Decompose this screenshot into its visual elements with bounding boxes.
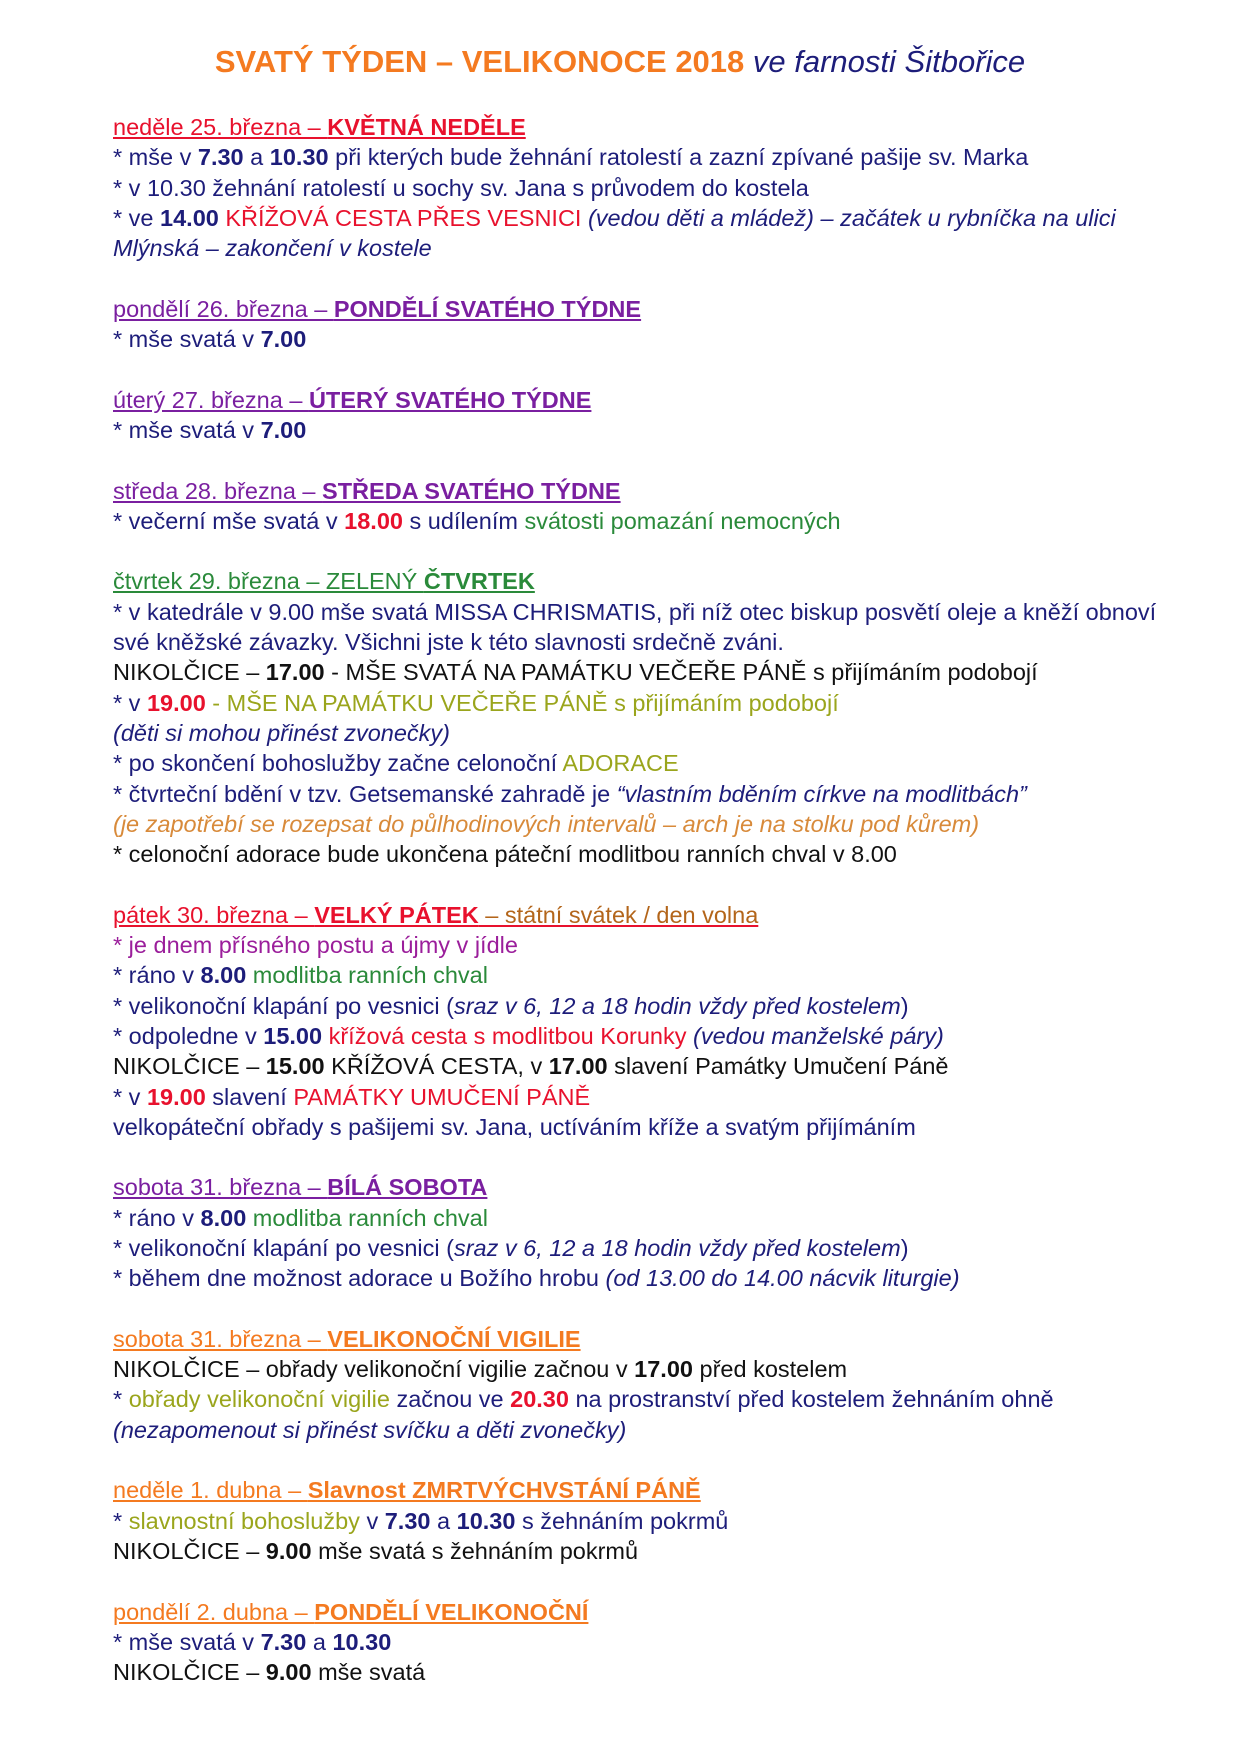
text-segment: 8.00 — [200, 962, 247, 989]
schedule-line — [113, 688, 1173, 718]
text-segment: (od 13.00 do 14.00 nácvik liturgie) — [605, 1265, 960, 1292]
schedule-line — [113, 1051, 1173, 1081]
schedule-line — [113, 1627, 1173, 1657]
schedule-content — [113, 112, 1173, 1718]
schedule-line — [113, 839, 1173, 869]
text-segment: * ráno v — [113, 962, 201, 989]
text-segment: 8.00 — [200, 1204, 247, 1231]
text-segment: 9.00 — [265, 1537, 312, 1564]
text-segment: ) — [900, 992, 909, 1019]
schedule-line — [113, 1021, 1173, 1051]
text-segment: KŘÍŽOVÁ CESTA, v — [324, 1053, 549, 1080]
text-segment: (vedou děti a mládež) – začátek u rybníčka na ulici Mlýnská – zakončení v kostele — [113, 204, 1116, 262]
text-segment: VELIKONOČNÍ VIGILIE — [327, 1325, 581, 1352]
text-segment: * — [113, 1507, 129, 1534]
text-segment: NIKOLČICE – — [113, 1053, 266, 1080]
text-segment: * — [113, 1386, 129, 1413]
text-segment: * ve — [113, 204, 161, 231]
text-segment: * odpoledne v — [113, 1022, 264, 1049]
day-header — [113, 385, 591, 415]
text-segment: sobota 31. března – — [113, 1174, 328, 1201]
text-segment: sobota 31. března – — [113, 1325, 328, 1352]
text-segment: (vedou manželské páry) — [686, 1022, 944, 1049]
day-section — [113, 900, 1173, 1142]
text-segment: pondělí 26. března – — [113, 295, 334, 322]
schedule-line — [113, 203, 1173, 264]
text-segment: * v katedrále v 9.00 mše svatá MISSA CHRISMATIS, při níž otec biskup posvětí oleje a kněží obnoví své kněžské závazky. Všichni jste k této slavnosti srdečně zváni. — [113, 598, 1157, 656]
day-header — [113, 476, 621, 506]
text-segment: VELKÝ PÁTEK — [314, 901, 479, 928]
text-segment: úterý 27. března – — [113, 386, 309, 413]
text-segment: 7.30 — [260, 1628, 307, 1655]
text-segment: mše svatá — [311, 1659, 426, 1686]
schedule-line — [113, 597, 1173, 658]
title-main: SVATÝ TÝDEN – VELIKONOCE 2018 — [214, 44, 745, 79]
text-segment: sraz v 6, 12 a 18 hodin vždy před kostelem — [453, 992, 901, 1019]
day-header — [113, 112, 526, 142]
text-segment: 7.00 — [260, 326, 307, 353]
text-segment: PONDĚLÍ VELIKONOČNÍ — [314, 1598, 589, 1625]
text-segment: * čtvrteční bdění v tzv. Getsemanské zahradě je — [113, 780, 617, 807]
text-segment: začnou ve — [389, 1386, 511, 1413]
day-section — [113, 385, 1173, 446]
text-segment: ČTVRTEK — [423, 568, 535, 595]
text-segment: 7.00 — [260, 416, 307, 443]
schedule-line — [113, 1203, 1173, 1233]
day-section — [113, 1475, 1173, 1566]
day-section — [113, 1597, 1173, 1688]
text-segment: * po skončení bohoslužby začne celonoční — [113, 750, 563, 777]
text-segment: (je zapotřebí se rozepsat do půlhodinových intervalů – arch je na stolku pod kůrem) — [113, 810, 980, 837]
text-segment: NIKOLČICE – — [113, 1537, 266, 1564]
text-segment: * večerní mše svatá v — [113, 507, 345, 534]
text-segment: svátosti pomazání nemocných — [524, 507, 841, 534]
text-segment: pondělí 2. dubna – — [113, 1598, 315, 1625]
day-header — [113, 900, 758, 930]
text-segment: Slavnost ZMRTVÝCHVSTÁNÍ PÁNĚ — [307, 1477, 701, 1504]
text-segment: 10.30 — [332, 1628, 392, 1655]
text-segment: s žehnáním pokrmů — [515, 1507, 729, 1534]
schedule-line — [113, 1506, 1173, 1536]
day-header — [113, 1475, 701, 1505]
text-segment: modlitba ranních chval — [246, 1204, 488, 1231]
text-segment: neděle 25. března – — [113, 114, 328, 140]
text-segment: a — [430, 1507, 457, 1534]
text-segment: * v — [113, 689, 147, 716]
text-segment: čtvrtek 29. března – ZELENÝ — [113, 568, 424, 595]
text-segment: 9.00 — [265, 1659, 312, 1686]
text-segment: “vlastním bděním církve na modlitbách” — [616, 780, 1027, 807]
text-segment: 19.00 — [146, 689, 206, 716]
schedule-line — [113, 1384, 1173, 1414]
text-segment: 17.00 — [634, 1356, 693, 1383]
text-segment: STŘEDA SVATÉHO TÝDNE — [322, 477, 621, 504]
text-segment: s udílením — [402, 507, 525, 534]
text-segment: 19.00 — [146, 1083, 206, 1110]
day-header — [113, 566, 535, 596]
text-segment: * mše svatá v — [113, 416, 261, 443]
text-segment: KVĚTNÁ NEDĚLE — [327, 114, 526, 140]
text-segment: NIKOLČICE – — [113, 1659, 266, 1686]
text-segment: 18.00 — [344, 507, 403, 534]
text-segment: na prostranství před kostelem žehnáním ohně — [568, 1386, 1054, 1413]
schedule-line — [113, 718, 1173, 748]
text-segment: – státní svátek / den volna — [478, 901, 759, 928]
text-segment: PAMÁTKY UMUČENÍ PÁNĚ — [293, 1083, 591, 1110]
text-segment: ADORACE — [562, 750, 679, 777]
text-segment: 17.00 — [548, 1053, 608, 1080]
text-segment: * mše svatá v — [113, 326, 261, 353]
schedule-line — [113, 506, 1173, 536]
schedule-line — [113, 1354, 1173, 1384]
text-segment: 15.00 — [265, 1053, 325, 1080]
text-segment: (děti si mohou přinést zvonečky) — [113, 719, 450, 746]
schedule-line — [113, 1536, 1173, 1566]
schedule-line — [113, 324, 1173, 354]
text-segment: 10.30 — [456, 1507, 516, 1534]
text-segment: NIKOLČICE – — [113, 659, 266, 686]
text-segment: obřady velikonoční vigilie — [128, 1386, 390, 1413]
text-segment: - MŠE NA PAMÁTKU VEČEŘE PÁNĚ s přijímáním podobojí — [205, 689, 839, 716]
text-segment: BÍLÁ SOBOTA — [327, 1174, 488, 1201]
schedule-line — [113, 1263, 1173, 1293]
text-segment: * velikonoční klapání po vesnici ( — [113, 1234, 454, 1261]
schedule-line — [113, 1415, 1173, 1445]
text-segment: 15.00 — [263, 1022, 323, 1049]
schedule-line — [113, 1112, 1173, 1142]
text-segment: KŘÍŽOVÁ CESTA PŘES VESNICI — [218, 204, 582, 231]
schedule-line — [113, 1233, 1173, 1263]
text-segment: slavnostní bohoslužby — [128, 1507, 360, 1534]
text-segment: * celonoční adorace bude ukončena páteční modlitbou ranních chval v 8.00 — [113, 841, 897, 868]
text-segment: mše svatá s žehnáním pokrmů — [311, 1537, 639, 1564]
text-segment: * mše svatá v — [113, 1628, 261, 1655]
text-segment: a — [243, 144, 270, 171]
text-segment: neděle 1. dubna – — [113, 1477, 308, 1504]
text-segment: (nezapomenout si přinést svíčku a děti zvonečky) — [113, 1416, 627, 1443]
text-segment: pátek 30. března – — [113, 901, 315, 928]
schedule-line — [113, 142, 1173, 172]
text-segment: křížová cesta s modlitbou Korunky — [322, 1022, 687, 1049]
text-segment: ÚTERÝ SVATÉHO TÝDNE — [308, 386, 592, 413]
schedule-line — [113, 1082, 1173, 1112]
text-segment: * v 10.30 žehnání ratolestí u sochy sv. Jana s průvodem do kostela — [113, 174, 809, 201]
text-segment: středa 28. března – — [113, 477, 323, 504]
schedule-line — [113, 415, 1173, 445]
schedule-line — [113, 991, 1173, 1021]
text-segment: slavení Památky Umučení Páně — [607, 1053, 949, 1080]
text-segment: * během dne možnost adorace u Božího hrobu — [113, 1265, 606, 1292]
schedule-line — [113, 779, 1173, 809]
text-segment: 7.30 — [197, 144, 244, 171]
day-header — [113, 294, 641, 324]
day-section — [113, 1172, 1173, 1293]
text-segment: před kostelem — [692, 1356, 848, 1383]
schedule-line — [113, 748, 1173, 778]
text-segment: NIKOLČICE – obřady velikonoční vigilie začnou v — [113, 1356, 635, 1383]
schedule-line — [113, 173, 1173, 203]
day-section — [113, 1324, 1173, 1445]
text-segment: slavení — [205, 1083, 294, 1110]
schedule-line — [113, 930, 1173, 960]
title-sub: ve farnosti Šitbořice — [752, 44, 1026, 79]
day-header — [113, 1172, 487, 1202]
text-segment: - MŠE SVATÁ NA PAMÁTKU VEČEŘE PÁNĚ s přijímáním podobojí — [324, 659, 1038, 686]
text-segment: * v — [113, 1083, 147, 1110]
text-segment: 10.30 — [269, 144, 329, 171]
text-segment: v — [359, 1507, 385, 1534]
text-segment: 7.30 — [384, 1507, 431, 1534]
schedule-line — [113, 1657, 1173, 1687]
text-segment: * ráno v — [113, 1204, 201, 1231]
text-segment: a — [306, 1628, 333, 1655]
text-segment: modlitba ranních chval — [246, 962, 488, 989]
text-segment: sraz v 6, 12 a 18 hodin vždy před kostelem — [453, 1234, 901, 1261]
text-segment: * mše v — [113, 144, 198, 171]
text-segment: velkopáteční obřady s pašijemi sv. Jana, uctíváním kříže a svatým přijímáním — [113, 1113, 916, 1140]
text-segment: 17.00 — [265, 659, 325, 686]
page-title — [0, 42, 1240, 82]
text-segment: při kterých bude žehnání ratolestí a zazní zpívané pašije sv. Marka — [328, 144, 1029, 171]
day-section — [113, 294, 1173, 355]
day-section — [113, 112, 1173, 263]
schedule-line — [113, 809, 1173, 839]
text-segment: PONDĚLÍ SVATÉHO TÝDNE — [333, 295, 642, 322]
text-segment: 14.00 — [160, 204, 219, 231]
text-segment: ) — [900, 1234, 909, 1261]
text-segment: 20.30 — [510, 1386, 569, 1413]
schedule-line — [113, 657, 1173, 687]
text-segment: * je dnem přísného postu a újmy v jídle — [113, 932, 518, 959]
day-section — [113, 476, 1173, 537]
schedule-line — [113, 960, 1173, 990]
day-header — [113, 1324, 581, 1354]
text-segment: * velikonoční klapání po vesnici ( — [113, 992, 454, 1019]
day-section — [113, 566, 1173, 869]
day-header — [113, 1597, 588, 1627]
